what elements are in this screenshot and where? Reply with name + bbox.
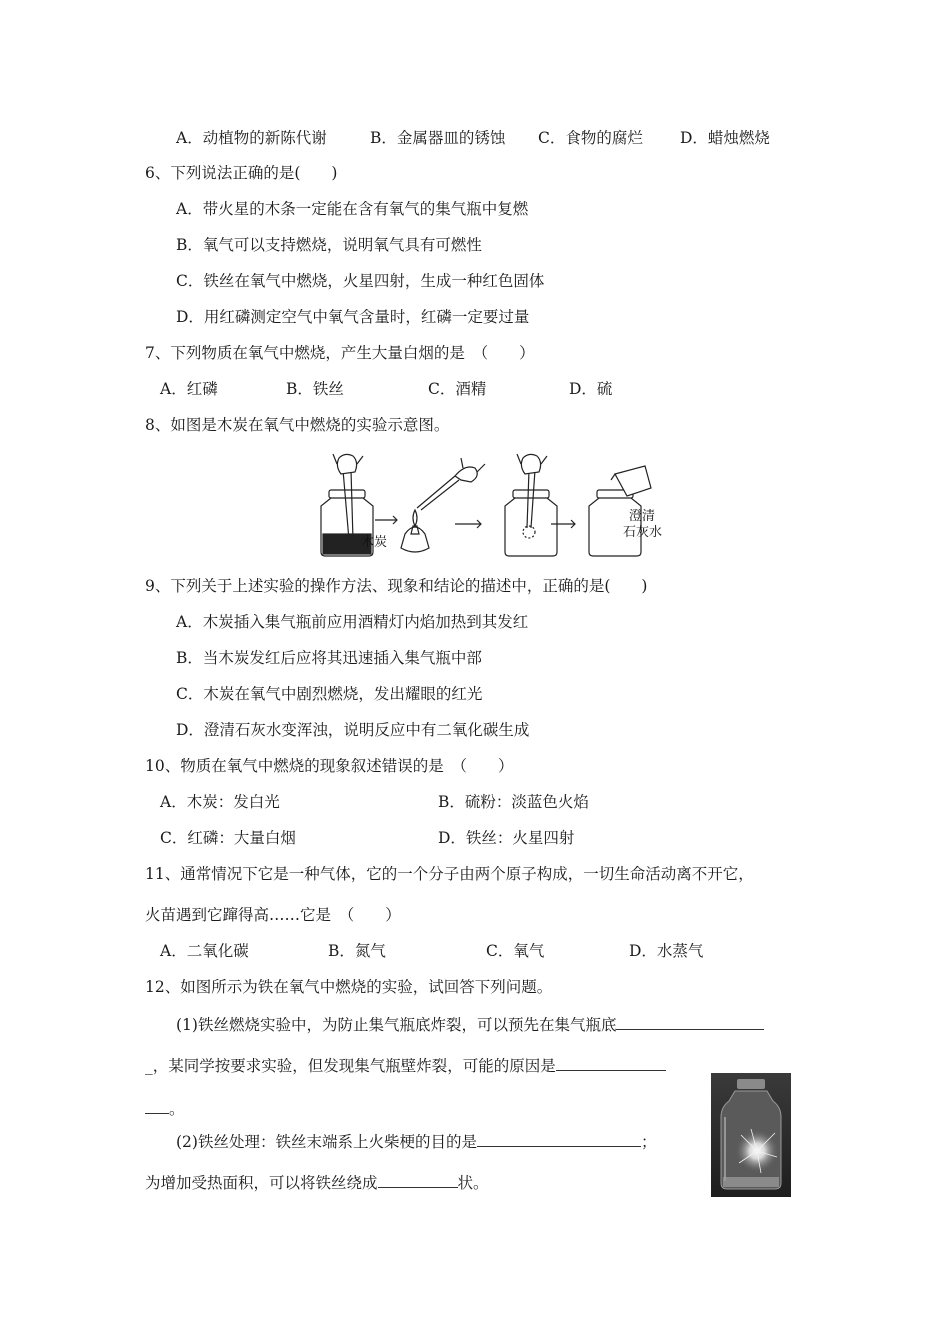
q7-option-b: B．铁丝 — [286, 380, 344, 398]
q9-option-c: C．木炭在氧气中剧烈燃烧，发出耀眼的红光 — [176, 685, 483, 703]
q12-part1-line2-text: _，某同学按要求实验，但发现集气瓶壁炸裂，可能的原因是 — [145, 1057, 556, 1075]
answer-blank-3[interactable] — [477, 1130, 641, 1147]
q12-stem: 12、如图所示为铁在氧气中燃烧的实验，试回答下列问题。 — [145, 978, 553, 996]
q6-option-d: D．用红磷测定空气中氧气含量时，红磷一定要过量 — [176, 308, 530, 326]
answer-blank-2-continued[interactable] — [145, 1097, 169, 1114]
q9-option-b: B．当木炭发红后应将其迅速插入集气瓶中部 — [176, 649, 482, 667]
q8-stem: 8、如图是木炭在氧气中燃烧的实验示意图。 — [145, 416, 450, 434]
charcoal-experiment-figure — [315, 450, 675, 560]
q11-stem-line1: 11、通常情况下它是一种气体，它的一个分子由两个原子构成，一切生命活动离不开它， — [145, 865, 754, 883]
q10-option-b: B．硫粉：淡蓝色火焰 — [438, 793, 589, 811]
q11-option-d: D．水蒸气 — [629, 942, 704, 960]
q7-stem: 7、下列物质在氧气中燃烧，产生大量白烟的是 （ ） — [145, 344, 535, 362]
q10-option-c: C．红磷：大量白烟 — [160, 829, 296, 847]
q9-option-d: D．澄清石灰水变浑浊，说明反应中有二氧化碳生成 — [176, 721, 530, 739]
q7-option-c: C．酒精 — [428, 380, 487, 398]
q12-part1-line1 — [176, 1013, 764, 1035]
q9-option-a: A．木炭插入集气瓶前应用酒精灯内焰加热到其发红 — [176, 613, 529, 631]
q5-option-c: C．食物的腐烂 — [538, 129, 643, 147]
q12-part2-line2 — [145, 1171, 489, 1193]
q5-option-d: D．蜡烛燃烧 — [680, 129, 770, 147]
q7-option-d: D．硫 — [569, 380, 613, 398]
q7-option-a: A．红磷 — [160, 380, 218, 398]
q11-option-b: B．氮气 — [328, 942, 386, 960]
q9-stem: 9、下列关于上述实验的操作方法、现象和结论的描述中，正确的是( ) — [145, 577, 648, 595]
q6-option-c: C．铁丝在氧气中燃烧，火星四射，生成一种红色固体 — [176, 272, 545, 290]
q6-option-b: B．氧气可以支持燃烧，说明氧气具有可燃性 — [176, 236, 482, 254]
iron-burning-photo — [711, 1073, 791, 1197]
arrow-2 — [455, 520, 481, 528]
arrow-3 — [551, 520, 575, 528]
q12-part2-line2-tail: 状。 — [457, 1174, 489, 1192]
answer-blank-4[interactable] — [378, 1171, 458, 1188]
q10-option-d: D．铁丝：火星四射 — [438, 829, 575, 847]
q12-part2-line2-text: 为增加受热面积，可以将铁丝绕成 — [145, 1174, 378, 1192]
q12-part2-text: (2)铁丝处理：铁丝末端系上火柴梗的目的是 — [176, 1133, 477, 1151]
q12-part1-line3-tail: 。 — [169, 1100, 185, 1118]
q12-part1-line3 — [145, 1097, 185, 1119]
q11-option-a: A．二氧化碳 — [160, 942, 249, 960]
q11-stem-line2: 火苗遇到它蹿得高……它是 （ ） — [145, 906, 401, 924]
q11-option-c: C．氧气 — [486, 942, 545, 960]
q6-stem: 6、下列说法正确的是( ) — [145, 164, 338, 182]
q6-option-a: A．带火星的木条一定能在含有氧气的集气瓶中复燃 — [176, 200, 529, 218]
q10-stem: 10、物质在氧气中燃烧的现象叙述错误的是 （ ） — [145, 757, 514, 775]
label-limewater-line2: 石灰水 — [623, 525, 663, 540]
q12-part1-line2 — [145, 1054, 666, 1076]
q5-option-b: B．金属器皿的锈蚀 — [370, 129, 506, 147]
label-charcoal: 木炭 — [361, 535, 388, 550]
q5-option-a: A．动植物的新陈代谢 — [176, 129, 327, 147]
q12-part2-line1 — [176, 1130, 656, 1152]
q12-part1-text: (1)铁丝燃烧实验中，为防止集气瓶底炸裂，可以预先在集气瓶底 — [176, 1016, 617, 1034]
step2-alcohol-lamp — [401, 458, 485, 552]
q10-option-a: A．木炭：发白光 — [160, 793, 280, 811]
q12-part2-line1-tail: ； — [640, 1133, 657, 1151]
answer-blank-2[interactable] — [556, 1054, 666, 1071]
step3-jar — [505, 454, 557, 556]
label-limewater-line1: 澄清 — [629, 509, 656, 524]
arrow-1 — [375, 516, 397, 524]
answer-blank-1[interactable] — [616, 1013, 764, 1030]
